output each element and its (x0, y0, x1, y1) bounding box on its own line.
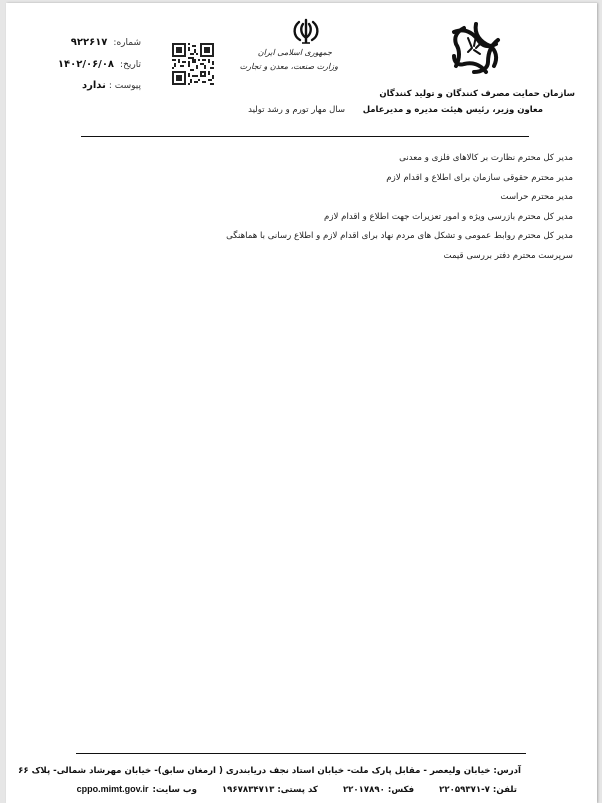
letter-attachment (82, 80, 141, 91)
recipients-list (226, 149, 573, 266)
recipient-item: مدیر کل محترم بازرسی ویژه و امور تعزیرات جهت اطلاع و اقدام لازم (324, 211, 573, 222)
footer-fax: فکس: ۲۲۰۱۷۸۹۰ (342, 785, 415, 795)
letter-number (71, 37, 141, 48)
recipient-item: مدیر محترم حراست (500, 192, 573, 202)
letter-date (58, 59, 141, 70)
letter-attachment-value: ندارد (81, 80, 106, 91)
signatory-title: معاون وزیر، رئیس هیئت مدیره و مدیرعامل (362, 105, 543, 115)
star-logo-icon (446, 18, 506, 78)
recipient-item: مدیر کل محترم روابط عمومی و تشکل های مردم نهاد برای اقدام لازم و اطلاع رسانی با هماهنگی (226, 231, 573, 241)
footer-website-label: وب سایت: (152, 785, 197, 795)
year-slogan: سال مهار تورم و رشد تولید (248, 105, 345, 115)
ministry-line-country: جمهوری اسلامی ایران (257, 48, 332, 57)
letter-page (6, 3, 597, 803)
org-name: سازمان حمایت مصرف کنندگان و تولید کنندگان (379, 89, 575, 99)
recipient-item: مدیر کل محترم نظارت بر کالاهای فلزی و معدنی (399, 153, 573, 163)
ministry-line-ministry: وزارت صنعت، معدن و تجارت (239, 62, 338, 71)
header-divider (81, 136, 529, 137)
iran-emblem-icon (291, 18, 321, 46)
letter-number-value: ۹۲۲۶۱۷ (70, 37, 108, 48)
footer-website-link[interactable]: cppo.mimt.gov.ir (76, 784, 149, 794)
footer-address: آدرس: خیابان ولیعصر - مقابل پارک ملت- خیابان استاد نجف دریابندری ( ارمغان سابق)- خیابان مهرشاد شمالی- پلاک ۶۶ (18, 766, 521, 776)
footer-contact (77, 784, 517, 795)
qr-code-icon (172, 43, 214, 85)
letter-date-label: تاریخ: (120, 60, 141, 70)
footer-divider (76, 753, 526, 754)
footer-phone: تلفن: ۷-۲۲۰۵۹۳۷۱ (439, 785, 517, 795)
letter-number-label: شماره: (113, 38, 141, 48)
footer-postal-code: کد پستی: ۱۹۶۷۸۳۴۷۱۳ (221, 785, 318, 795)
recipient-item: سرپرست محترم دفتر بررسی قیمت (443, 250, 573, 261)
letter-date-value: ۱۴۰۲/۰۶/۰۸ (57, 59, 115, 70)
recipient-item: مدیر محترم حقوقی سازمان برای اطلاع و اقدام لازم (386, 172, 573, 183)
letter-attachment-label: پیوست : (108, 81, 141, 91)
